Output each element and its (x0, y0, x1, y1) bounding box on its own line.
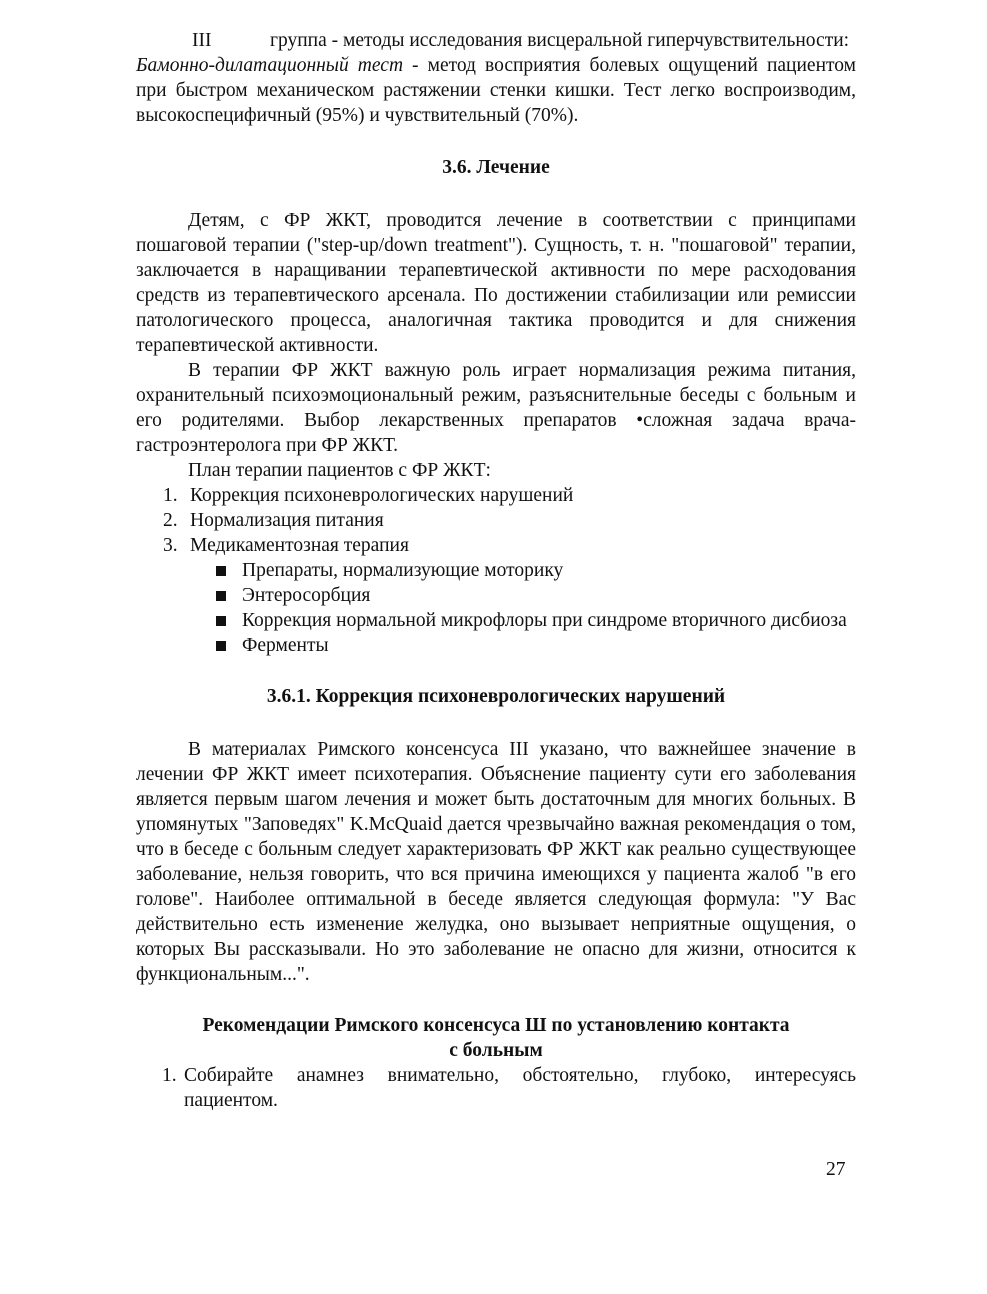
psychoneuro-paragraph: В материалах Римского консенсуса III указано, что важнейшее значение в лечении ФР ЖКТ имеет психотерапия. Объяснение пациенту сути его заболевания является первым шагом лечения и может быть достаточным для многих больных. В упомянутых "Заповедях" K.McQuaid дается чрезвычайно важная рекомендация о том, что в беседе с больным следует характеризовать ФР ЖКТ как реально существующее заболевание, нельзя говорить, что вся причина имеющихся у пациента жалоб "в его голове". Наиболее оптимальной в беседе является следующая формула: "У Вас действительно есть изменение желудка, оно вызывает неприятные ощущения, о которых Вы рассказывали. Но это заболевание не опасно для жизни, относится к функциональным...". (136, 739, 856, 985)
list-item (136, 608, 856, 633)
list-item (136, 558, 856, 583)
list-item (136, 633, 856, 658)
square-bullet-icon (216, 641, 226, 651)
recommendations-title-line-2: с больным (449, 1040, 543, 1061)
intro-group-line (136, 28, 856, 53)
list-item (136, 533, 856, 558)
list-item-text: Нормализация питания (190, 510, 384, 531)
list-item (136, 1063, 856, 1113)
page-body (136, 28, 856, 1113)
group-text: группа - методы исследования висцеральной гиперчувствительности: (270, 30, 850, 51)
list-item-number: 3. (163, 535, 178, 556)
list-item-text: Ферменты (242, 635, 329, 656)
test-name: Бамонно-дилатационный тест - (136, 55, 419, 76)
list-item-text: Собирайте анамнез внимательно, обстоятельно, глубоко, интересуясь пациентом. (184, 1065, 856, 1111)
intro-test-paragraph (136, 53, 856, 128)
list-item-number: 1. (162, 1065, 177, 1086)
list-item-text: Коррекция психоневрологических нарушений (190, 485, 574, 506)
square-bullet-icon (216, 616, 226, 626)
list-item-text: Медикаментозная терапия (190, 535, 409, 556)
recommendations-title-line-1: Рекомендации Римского консенсуса Ш по установлению контакта (202, 1015, 790, 1036)
therapy-plan-intro: План терапии пациентов с ФР ЖКТ: (188, 460, 491, 481)
test-description: метод восприятия болевых ощущений пациентом при быстром механическом растяжении стенки кишки. Тест легко воспроизводим, высокоспецифичный (95%) и чувствительный (70%). (136, 55, 856, 126)
list-item-text: Препараты, нормализующие моторику (242, 560, 564, 581)
group-number: III (192, 30, 212, 51)
recommendations-list (136, 1063, 856, 1113)
list-item-text: Энтеросорбция (242, 585, 371, 606)
list-item (136, 508, 856, 533)
treatment-paragraph-2: В терапии ФР ЖКТ важную роль играет нормализация режима питания, охранительный психоэмоциональный режим, разъяснительные беседы с больным и его родителями. Выбор лекарственных препаратов •сложная задача врача-гастроэнтеролога при ФР ЖКТ. (136, 360, 856, 456)
list-item-number: 1. (163, 485, 178, 506)
square-bullet-icon (216, 566, 226, 576)
list-item (136, 483, 856, 508)
list-item-number: 2. (163, 510, 178, 531)
drug-therapy-list (136, 558, 856, 658)
section-title-treatment: 3.6. Лечение (442, 157, 550, 178)
therapy-plan-list (136, 483, 856, 558)
section-title-psychoneuro: 3.6.1. Коррекция психоневрологических нарушений (266, 686, 726, 707)
page-number: 27 (826, 1159, 846, 1180)
list-item-text: Коррекция нормальной микрофлоры при синдроме вторичного дисбиоза (242, 610, 847, 631)
list-item (136, 583, 856, 608)
treatment-paragraph-1: Детям, с ФР ЖКТ, проводится лечение в соответствии с принципами пошаговой терапии ("step-up/down treatment"). Сущность, т. н. "пошаговой" терапии, заключается в наращивании терапевтической активности по мере расходования средств из терапевтического арсенала. По достижении стабилизации или ремиссии патологического процесса, аналогичная тактика проводится и для снижения терапевтической активности. (136, 210, 856, 356)
square-bullet-icon (216, 591, 226, 601)
